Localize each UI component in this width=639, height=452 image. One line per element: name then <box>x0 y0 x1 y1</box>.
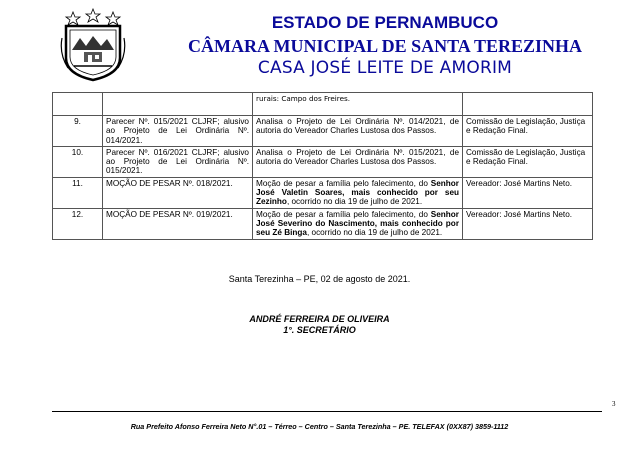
header-chamber: CÂMARA MUNICIPAL DE SANTA TEREZINHA <box>187 36 583 56</box>
signatory-role: 1°. SECRETÁRIO <box>283 325 356 335</box>
row-number: 11. <box>53 177 103 208</box>
footer-divider <box>52 411 602 412</box>
table-cell <box>103 93 253 116</box>
row-author: Comissão de Legislação, Justiça e Redação Final. <box>463 116 593 147</box>
row-number: 9. <box>53 116 103 147</box>
header-state: ESTADO DE PERNAMBUCO <box>271 13 499 32</box>
row-author: Comissão de Legislação, Justiça e Redação Final. <box>463 146 593 177</box>
header-house: CASA JOSÉ LEITE DE AMORIM <box>257 58 513 78</box>
description-bold-name: Senhor José Severino do Nascimento, mais conhecido por seu Zé Binga <box>256 209 459 238</box>
row-description: Analisa o Projeto de Lei Ordinária Nº. 015/2021, de autoria do Vereador Charles Lustosa dos Passos. <box>253 146 463 177</box>
table-row <box>53 116 593 147</box>
table-cell <box>53 93 103 116</box>
description-text: , ocorrido no dia 19 de julho de 2021. <box>306 228 443 238</box>
continuation-text: rurais: Campo dos Freires. <box>253 93 463 116</box>
row-item: Parecer Nº. 016/2021 CLJRF; alusivo ao Projeto de Lei Ordinária Nº. 015/2021. <box>103 146 253 177</box>
row-author: Vereador: José Martins Neto. <box>463 177 593 208</box>
row-item: MOÇÃO DE PESAR Nº. 018/2021. <box>103 177 253 208</box>
table-cell <box>463 93 593 116</box>
description-text: Moção de pesar a família pelo falecimento, do <box>256 209 431 219</box>
letterhead <box>0 0 639 90</box>
row-item: MOÇÃO DE PESAR Nº. 019/2021. <box>103 208 253 239</box>
row-number: 12. <box>53 208 103 239</box>
table-row <box>53 93 593 116</box>
row-description <box>253 177 463 208</box>
page-number: 3 <box>612 400 616 408</box>
row-description <box>253 208 463 239</box>
table-row <box>53 208 593 239</box>
row-author: Vereador: José Martins Neto. <box>463 208 593 239</box>
table-row <box>53 177 593 208</box>
footer-address: Rua Prefeito Afonso Ferreira Neto N°.01 – Térreo – Centro – Santa Terezinha – PE. TELEFAX (0XX87) 3859-1112 <box>130 422 509 431</box>
signatory-name: ANDRÉ FERREIRA DE OLIVEIRA <box>249 314 390 324</box>
row-description: Analisa o Projeto de Lei Ordinária Nº. 014/2021, de autoria do Vereador Charles Lustosa dos Passos. <box>253 116 463 147</box>
municipal-seal-icon <box>60 8 126 82</box>
row-item: Parecer Nº. 015/2021 CLJRF; alusivo ao Projeto de Lei Ordinária Nº. 014/2021. <box>103 116 253 147</box>
date-line: Santa Terezinha – PE, 02 de agosto de 2021. <box>228 274 411 284</box>
row-number: 10. <box>53 146 103 177</box>
table-row <box>53 146 593 177</box>
description-bold-name: Senhor José Valetin Soares, mais conhecido por seu Zezinho <box>256 178 459 207</box>
description-text: Moção de pesar a família pelo falecimento, do <box>256 178 431 188</box>
agenda-table <box>52 92 593 240</box>
description-text: , ocorrido no dia 19 de julho de 2021. <box>286 197 423 207</box>
